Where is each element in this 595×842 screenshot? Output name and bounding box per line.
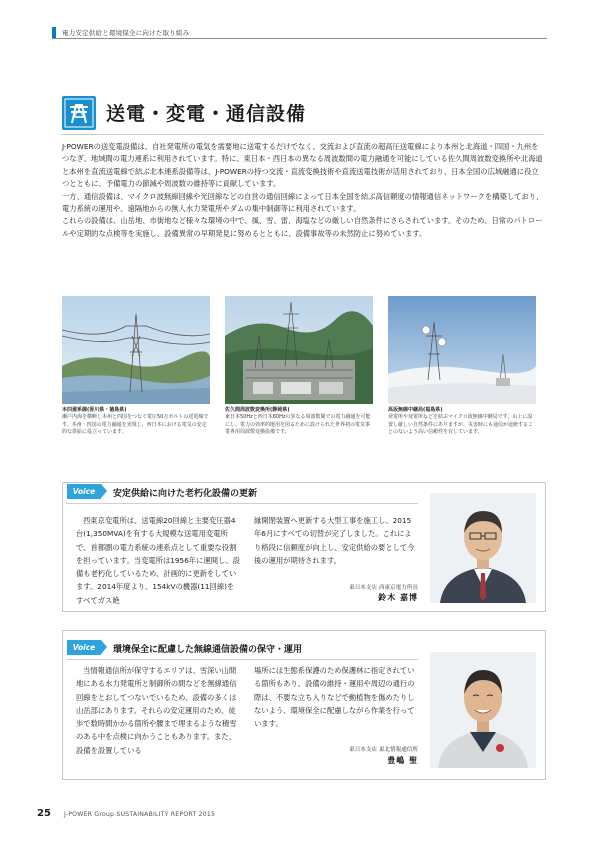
voice-title: 環境保全に配慮した無線通信設備の保守・運用 bbox=[113, 645, 303, 655]
portrait-man-suit bbox=[430, 493, 536, 603]
header-title: 電力安定供給と環境保全に向けた取り組み bbox=[62, 29, 190, 37]
voice-text: 西東京変電所は、送電線20回線と主要変圧器4台(1,350MVA)を有する大規模な送電用変電所で、首都圏の電力系統の連系点として重要な役割を担っています。当変電所は1956年に運開し、設備も老朽化しているため、計画的に更新をしています。2014年度より、154kVの機器(11回線)をすべてガス絶 bbox=[76, 516, 240, 605]
voice-column bbox=[254, 664, 417, 730]
voice-tag-arrow bbox=[101, 640, 107, 654]
speaker-org: 東日本支店 東北情報通信所 bbox=[349, 747, 418, 753]
photo-transmission-line bbox=[62, 296, 210, 404]
photo-caption bbox=[388, 407, 536, 437]
voice-tag: Voice bbox=[67, 484, 101, 499]
portrait-man-workwear bbox=[430, 652, 536, 768]
voice-column bbox=[76, 664, 241, 757]
header-accent bbox=[52, 27, 56, 38]
caption-text: 東日本50Hzと西日本60Hzの異なる周波数間での電力融通を可能にし、電力の効率的運用を図るために設けられた世界初の電気事業専用周波数変換設備です。 bbox=[225, 414, 371, 436]
voice-column bbox=[76, 514, 241, 607]
voice-rule bbox=[66, 503, 418, 504]
voice-rule bbox=[66, 659, 418, 660]
transmission-tower-icon bbox=[62, 96, 96, 130]
speaker-name: 鈴木 嘉博 bbox=[378, 593, 418, 602]
photo-caption bbox=[225, 407, 373, 437]
body-paragraph: これらの設備は、山岳地、市街地など様々な環境の中で、風、雪、雷、海塩などの厳しい自然条件にさらされています。そのため、日常のパトロールや定期的な点検等を実施し、設備異常の早期発見に努めるとともに、設備事故等の未然防止に努めています。 bbox=[62, 216, 543, 238]
caption-title: 高坂無線中継局 bbox=[388, 407, 424, 413]
caption-place: (静岡県) bbox=[270, 407, 290, 413]
voice-column bbox=[254, 514, 417, 567]
caption-title: 本四連系線 bbox=[62, 407, 88, 413]
report-title: J-POWER Group SUSTAINABILITY REPORT 2015 bbox=[64, 811, 216, 818]
header-rule bbox=[52, 38, 547, 39]
section-body bbox=[62, 141, 544, 240]
caption-place: (福島県) bbox=[423, 407, 443, 413]
section-rule bbox=[62, 134, 544, 135]
voice-tag: Voice bbox=[67, 640, 101, 655]
caption-text: 発電所や変電所などを結ぶマイクロ波無線中継局です。山上に設置し厳しい自然条件にありますが、災害時にも通信が途絶することのないよう高い信頼性を有しています。 bbox=[388, 414, 534, 436]
photo-microwave-relay bbox=[388, 296, 536, 404]
caption-title: 佐久間周波数変換所 bbox=[225, 407, 271, 413]
speaker-org: 東日本支店 西東京電力所長 bbox=[349, 585, 418, 591]
voice-title: 安定供給に向けた老朽化設備の更新 bbox=[113, 489, 258, 499]
caption-place: (香川県・徳島県) bbox=[87, 407, 127, 413]
page-number: 25 bbox=[37, 808, 51, 819]
voice-text: 当情報通信所が保守するエリアは、雪深い山間地にある水力発電所と制御所の間などを無線通信回線をとおしてつないでいるため、設備の多くは山岳部にあります。それらの安定運用のため、徒歩で数時間かかる箇所や腰まで埋まるような積雪のある中を点検に向かうこともあります。また、設備を設置している bbox=[76, 666, 237, 755]
caption-text: 瀬戸内海を横断し本州と四国をつなぐ電圧50万ボルトの送電線です。本州・四国の電力融通を実現し、西日本における電気の安定的な供給に役立っています。 bbox=[62, 414, 209, 436]
voice-text: 縁開閉装置へ更新する大型工事を施工し、2015年6月にすべての切替が完了しました。これにより格段に信頼度が向上し、安定供給の要として今後の運用が期待されます。 bbox=[254, 516, 415, 565]
voice-text: 場所には生態系保護のため保護林に指定されている箇所もあり、設備の維持・運用や周辺の通行の際は、不要な立ち入りなどで動植物を傷めたりしないよう、環境保全に配慮しながら作業を行っています。 bbox=[254, 666, 415, 729]
photo-caption bbox=[62, 407, 210, 437]
voice-tag-arrow bbox=[101, 484, 107, 498]
photo-frequency-converter bbox=[225, 296, 373, 404]
body-paragraph: 一方、通信設備は、マイクロ波無線回線や光回線などの自営の通信回線によって日本全国を結ぶ高信頼度の情報通信ネットワークを構築しており、電力系統の運用や、遠隔地からの無人水力発電所やダムの集中制御等に利用されています。 bbox=[62, 191, 544, 214]
body-paragraph: J-POWERの送変電設備は、自社発電所の電気を需要地に送電するだけでなく、交流および直流の超高圧送電線により本州と北海道・四国・九州をつなぎ、地域間の電力連系に利用されています。特に、東日本・西日本の異なる周波数間の電力融通を可能にしている佐久間周波数変換所や北海道と本州を直流送電線で結ぶ北本連系設備等は、J-POWERの持つ交流・直流変換技術や直流送電技術が活用されており、日本全国の広域融通に役立つとともに、予備電力の節減や周波数の維持等に貢献しています。 bbox=[62, 142, 543, 189]
speaker-name: 豊嶋 聖 bbox=[387, 756, 418, 765]
section-title: 送電・変電・通信設備 bbox=[106, 103, 307, 125]
